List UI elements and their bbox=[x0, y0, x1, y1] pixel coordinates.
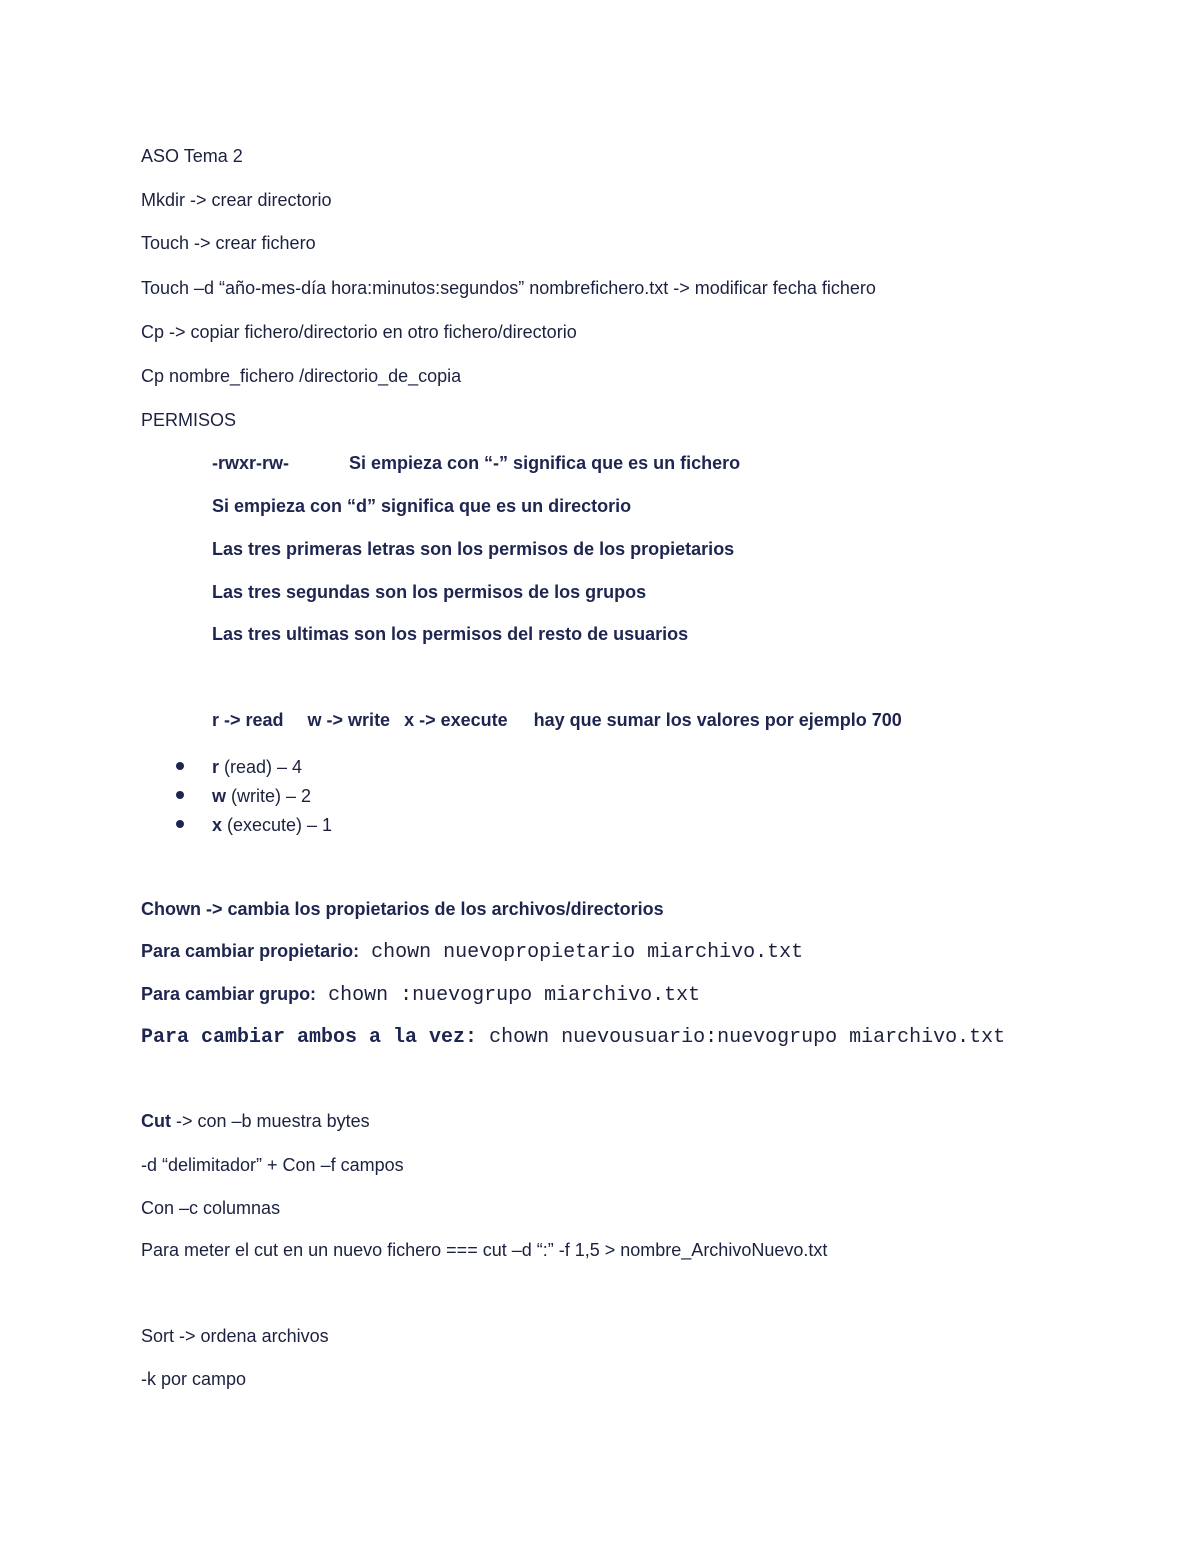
bullet-dot-x bbox=[176, 820, 184, 828]
permisos-example-line bbox=[212, 451, 740, 475]
touch-d-line: Touch –d “año-mes-día hora:minutos:segundos” nombrefichero.txt -> modificar fecha fichero bbox=[141, 278, 876, 298]
owners-line: Las tres primeras letras son los permisos de los propietarios bbox=[212, 539, 735, 559]
w-label: w -> write bbox=[307, 710, 391, 730]
others-line: Las tres ultimas son los permisos del resto de usuarios bbox=[212, 624, 689, 644]
sort-k-line: -k por campo bbox=[141, 1369, 247, 1389]
bullet-letter-w: w bbox=[212, 786, 227, 806]
chown-both-line bbox=[141, 1024, 1005, 1050]
chown-owner-line bbox=[141, 939, 803, 965]
chown-group-cmd: chown :nuevogrupo miarchivo.txt bbox=[316, 984, 701, 1007]
chown-owner-cmd: chown nuevopropietario miarchivo.txt bbox=[359, 941, 804, 964]
chown-group-line bbox=[141, 982, 700, 1008]
bullet-dot-r bbox=[176, 762, 184, 770]
cut-cols-line: Con –c columnas bbox=[141, 1198, 281, 1218]
bullet-item-x bbox=[212, 813, 332, 837]
sum-note: hay que sumar los valores por ejemplo 700 bbox=[533, 710, 902, 730]
chown-both-cmd: chown nuevousuario:nuevogrupo miarchivo.txt bbox=[477, 1026, 1006, 1049]
cut-line bbox=[141, 1109, 370, 1133]
chown-both-label: Para cambiar ambos a la vez: bbox=[141, 1026, 478, 1049]
chown-heading: Chown -> cambia los propietarios de los archivos/directorios bbox=[141, 899, 664, 919]
groups-line: Las tres segundas son los permisos de los grupos bbox=[212, 582, 647, 602]
x-label: x -> execute bbox=[404, 710, 508, 730]
chown-owner-label: Para cambiar propietario: bbox=[141, 941, 360, 961]
bullet-letter-x: x bbox=[212, 815, 223, 835]
bullet-item-r bbox=[212, 755, 302, 779]
rwx-legend-line bbox=[212, 708, 902, 732]
cut-keyword: Cut bbox=[141, 1111, 171, 1131]
mkdir-line: Mkdir -> crear directorio bbox=[141, 190, 332, 210]
bullet-text-w: (write) – 2 bbox=[226, 786, 312, 806]
bullet-text-x: (execute) – 1 bbox=[222, 815, 333, 835]
cut-desc: -> con –b muestra bytes bbox=[171, 1111, 370, 1131]
touch-line: Touch -> crear fichero bbox=[141, 233, 316, 253]
bullet-text-r: (read) – 4 bbox=[219, 757, 303, 777]
bullet-letter-r: r bbox=[212, 757, 220, 777]
chown-group-label: Para cambiar grupo: bbox=[141, 984, 317, 1004]
sort-line: Sort -> ordena archivos bbox=[141, 1326, 329, 1346]
dash-rule: Si empieza con “-” significa que es un fichero bbox=[349, 453, 741, 473]
permisos-example: -rwxr-rw- bbox=[212, 453, 290, 473]
permisos-heading: PERMISOS bbox=[141, 410, 237, 430]
d-rule-line: Si empieza con “d” significa que es un directorio bbox=[212, 496, 632, 516]
bullet-dot-w bbox=[176, 791, 184, 799]
cut-delim-line: -d “delimitador” + Con –f campos bbox=[141, 1155, 404, 1175]
bullet-item-w bbox=[212, 784, 311, 808]
cut-redirect-line: Para meter el cut en un nuevo fichero === cut –d “:” -f 1,5 > nombre_ArchivoNuevo.txt bbox=[141, 1240, 828, 1260]
document-title: ASO Tema 2 bbox=[141, 146, 243, 166]
cp-line: Cp -> copiar fichero/directorio en otro fichero/directorio bbox=[141, 322, 577, 342]
r-label: r -> read bbox=[212, 710, 284, 730]
cp-usage-line: Cp nombre_fichero /directorio_de_copia bbox=[141, 366, 462, 386]
